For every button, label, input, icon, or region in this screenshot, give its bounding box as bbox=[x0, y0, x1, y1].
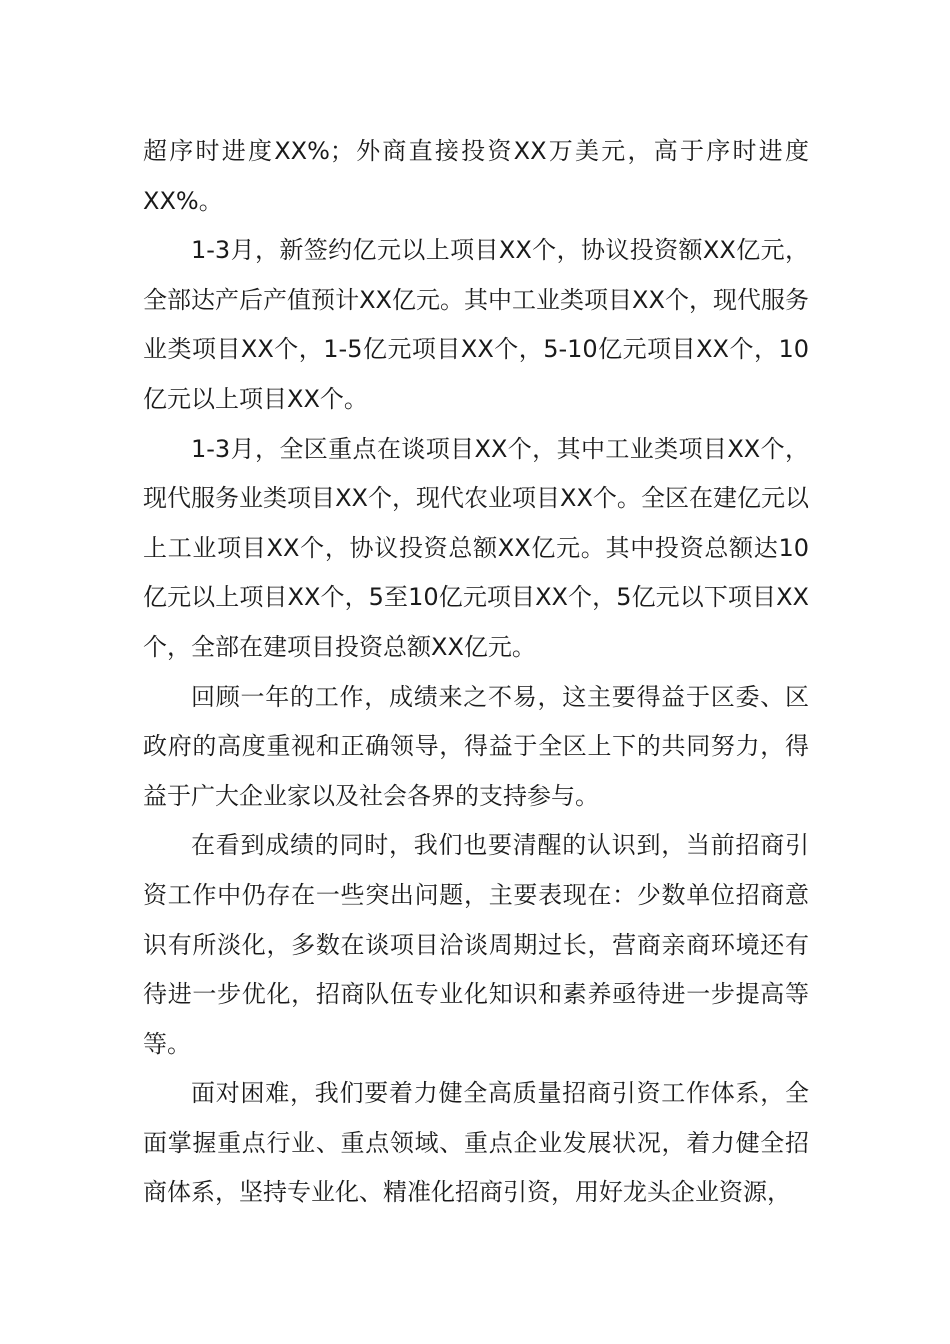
paragraph-6: 面对困难，我们要着力健全高质量招商引资工作体系，全面掌握重点行业、重点领域、重点企业发展状况，着力健全招商体系，坚持专业化、精准化招商引资，用好龙头企业资源， bbox=[143, 1079, 809, 1207]
paragraph-1: 超序时进度XX%；外商直接投资XX万美元，高于序时进度XX%。 bbox=[143, 137, 809, 215]
document-body bbox=[143, 127, 809, 1218]
paragraph-4: 回顾一年的工作，成绩来之不易，这主要得益于区委、区政府的高度重视和正确领导，得益于全区上下的共同努力，得益于广大企业家以及社会各界的支持参与。 bbox=[143, 682, 809, 810]
paragraph-5: 在看到成绩的同时，我们也要清醒的认识到，当前招商引资工作中仍存在一些突出问题，主要表现在：少数单位招商意识有所淡化，多数在谈项目洽谈周期过长，营商亲商环境还有待进一步优化，招商队伍专业化知识和素养亟待进一步提高等等。 bbox=[143, 831, 809, 1058]
paragraph-3: 1-3月，全区重点在谈项目XX个，其中工业类项目XX个，现代服务业类项目XX个，现代农业项目XX个。全区在建亿元以上工业项目XX个，协议投资总额XX亿元。其中投资总额达10亿元以上项目XX个，5至10亿元项目XX个，5亿元以下项目XX个，全部在建项目投资总额XX亿元。 bbox=[143, 434, 809, 661]
paragraph-2: 1-3月，新签约亿元以上项目XX个，协议投资额XX亿元，全部达产后产值预计XX亿元。其中工业类项目XX个，现代服务业类项目XX个，1-5亿元项目XX个，5-10亿元项目XX个，10亿元以上项目XX个。 bbox=[143, 236, 809, 413]
